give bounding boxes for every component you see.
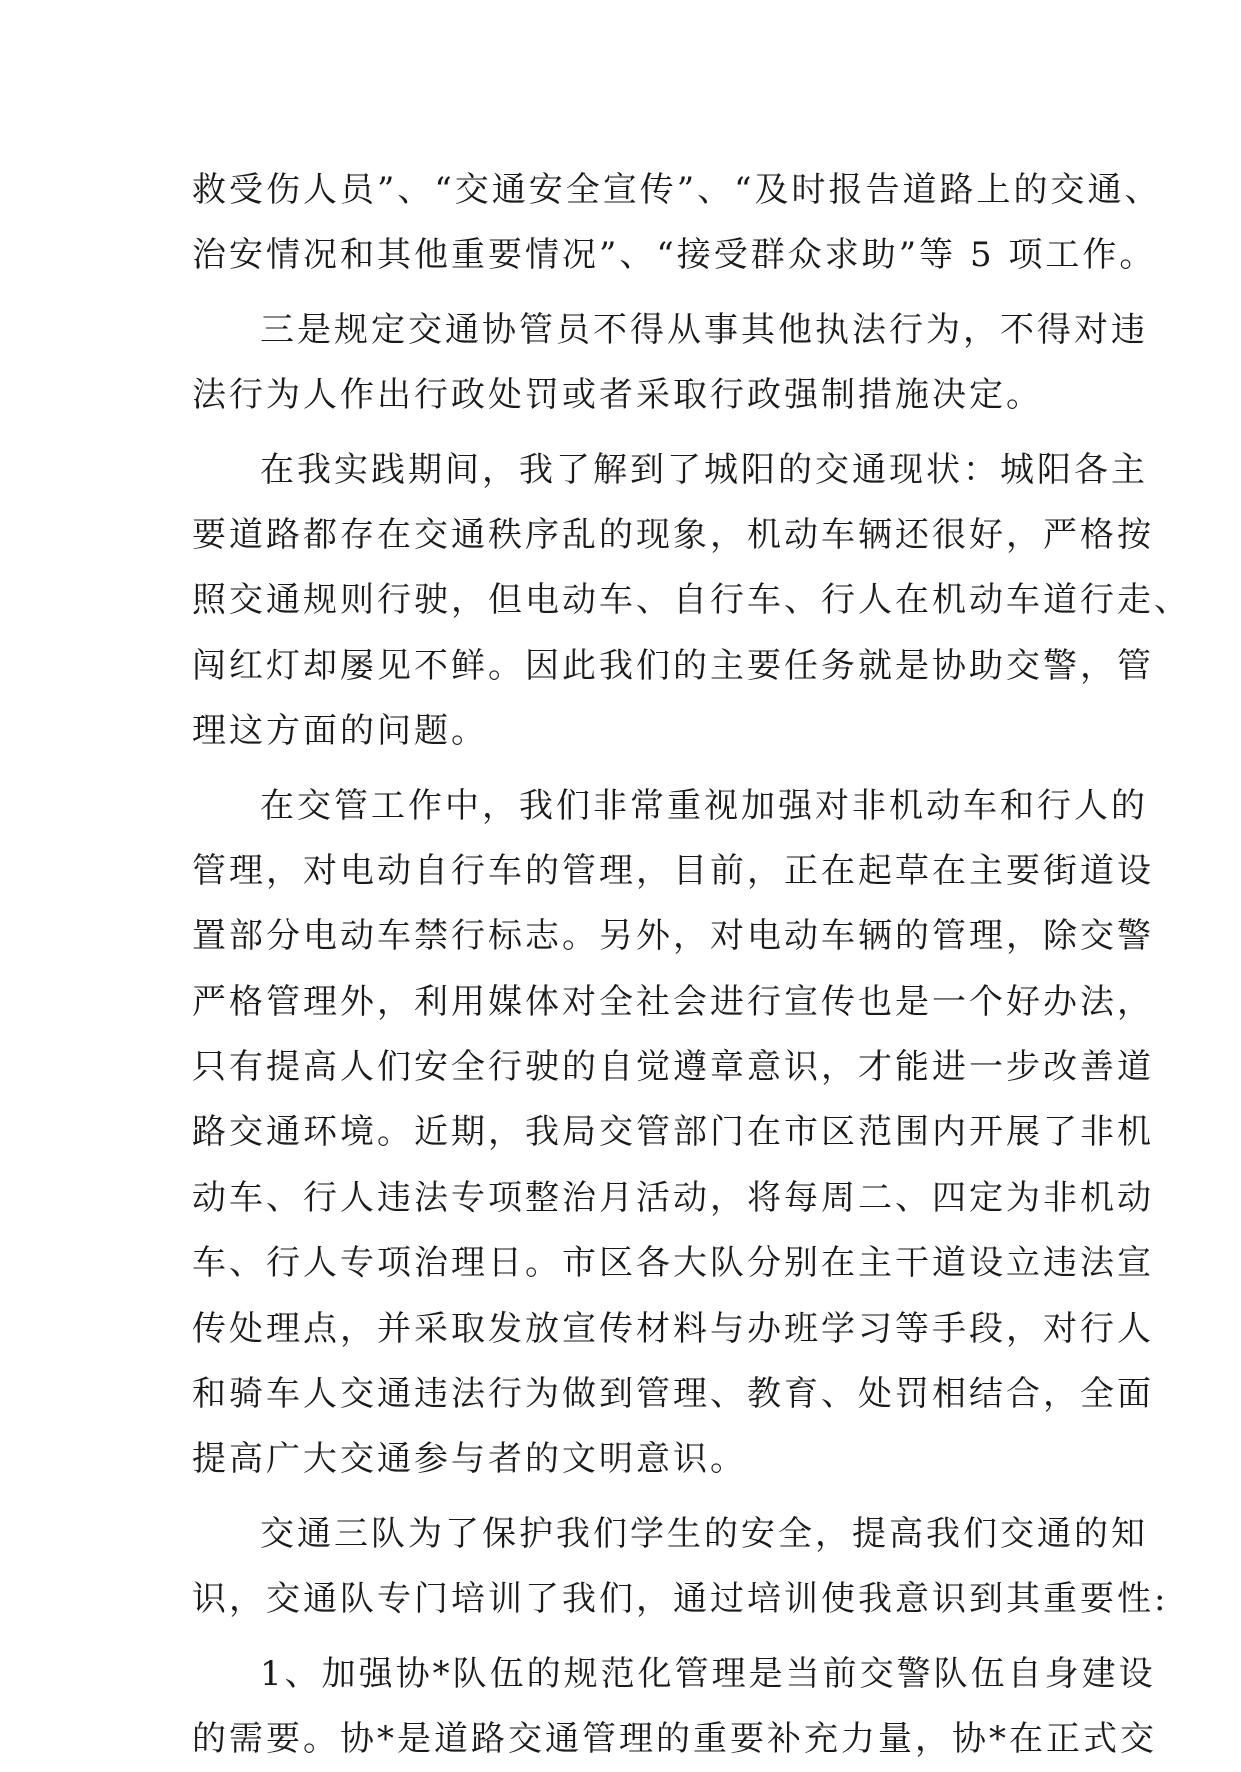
text-line: 和骑车人交通违法行为做到管理、教育、处罚相结合，全面 [192, 1374, 1154, 1415]
text-line: 车、行人专项治理日。市区各大队分别在主干道设立违法宣 [192, 1243, 1154, 1284]
paragraph-spacer [192, 429, 1052, 438]
text-line: 动车、行人违法专项整治月活动，将每周二、四定为非机动 [192, 1177, 1154, 1218]
text-line: 识，交通队专门培训了我们，通过培训使我意识到其重要性: [192, 1579, 1169, 1620]
text-line: 理这方面的问题。 [192, 711, 488, 752]
text-line: 闯红灯却屡见不鲜。因此我们的主要任务就是协助交警，管 [192, 645, 1154, 686]
text-line: 只有提高人们安全行驶的自觉遵章意识，才能进一步改善道 [192, 1047, 1154, 1088]
text-line: 照交通规则行驶，但电动车、自行车、行人在机动车道行走、 [192, 580, 1191, 621]
document-body [192, 158, 1191, 1772]
text-line: 在交管工作中，我们非常重视加强对非机动车和行人的 [260, 785, 1148, 826]
text-line: 传处理点，并采取发放宣传材料与办班学习等手段，对行人 [192, 1308, 1154, 1349]
text-line: 1、加强协*队伍的规范化管理是当前交警队伍自身建设 [260, 1653, 1156, 1694]
text-line: 严格管理外，利用媒体对全社会进行宣传也是一个好办法， [192, 981, 1154, 1022]
paragraph-spacer [192, 289, 1052, 298]
text-line: 治安情况和其他重要情况”、“接受群众求助”等 5 项工作。 [192, 235, 1157, 276]
text-line: 三是规定交通协管员不得从事其他执法行为，不得对违 [260, 309, 1148, 350]
paragraph [192, 774, 1154, 1493]
text-line: 在我实践期间，我了解到了城阳的交通现状：城阳各主 [260, 449, 1148, 490]
text-line: 路交通环境。近期，我局交管部门在市区范围内开展了非机 [192, 1112, 1154, 1153]
paragraph-spacer [192, 765, 1052, 774]
paragraph [192, 158, 1162, 289]
text-line: 的需要。协*是道路交通管理的重要补充力量，协*在正式交 [192, 1718, 1157, 1759]
text-line: 置部分电动车禁行标志。另外，对电动车辆的管理，除交警 [192, 916, 1154, 957]
paragraph [192, 1642, 1157, 1772]
paragraph [192, 438, 1191, 765]
text-line: 管理，对电动自行车的管理，目前，正在起草在主要街道设 [192, 850, 1154, 891]
paragraph-spacer [192, 1493, 1052, 1502]
document-page [192, 158, 1191, 1772]
text-line: 交通三队为了保护我们学生的安全，提高我们交通的知 [260, 1513, 1148, 1554]
paragraph-spacer [192, 1633, 1052, 1642]
text-line: 要道路都存在交通秩序乱的现象，机动车辆还很好，严格按 [192, 514, 1154, 555]
text-line: 法行为人作出行政处罚或者采取行政强制措施决定。 [192, 375, 1043, 416]
text-line: 提高广大交通参与者的文明意识。 [192, 1439, 747, 1480]
paragraph [192, 1502, 1169, 1633]
text-line: 救受伤人员”、“交通安全宣传”、“及时报告道路上的交通、 [192, 170, 1162, 210]
paragraph [192, 298, 1148, 429]
